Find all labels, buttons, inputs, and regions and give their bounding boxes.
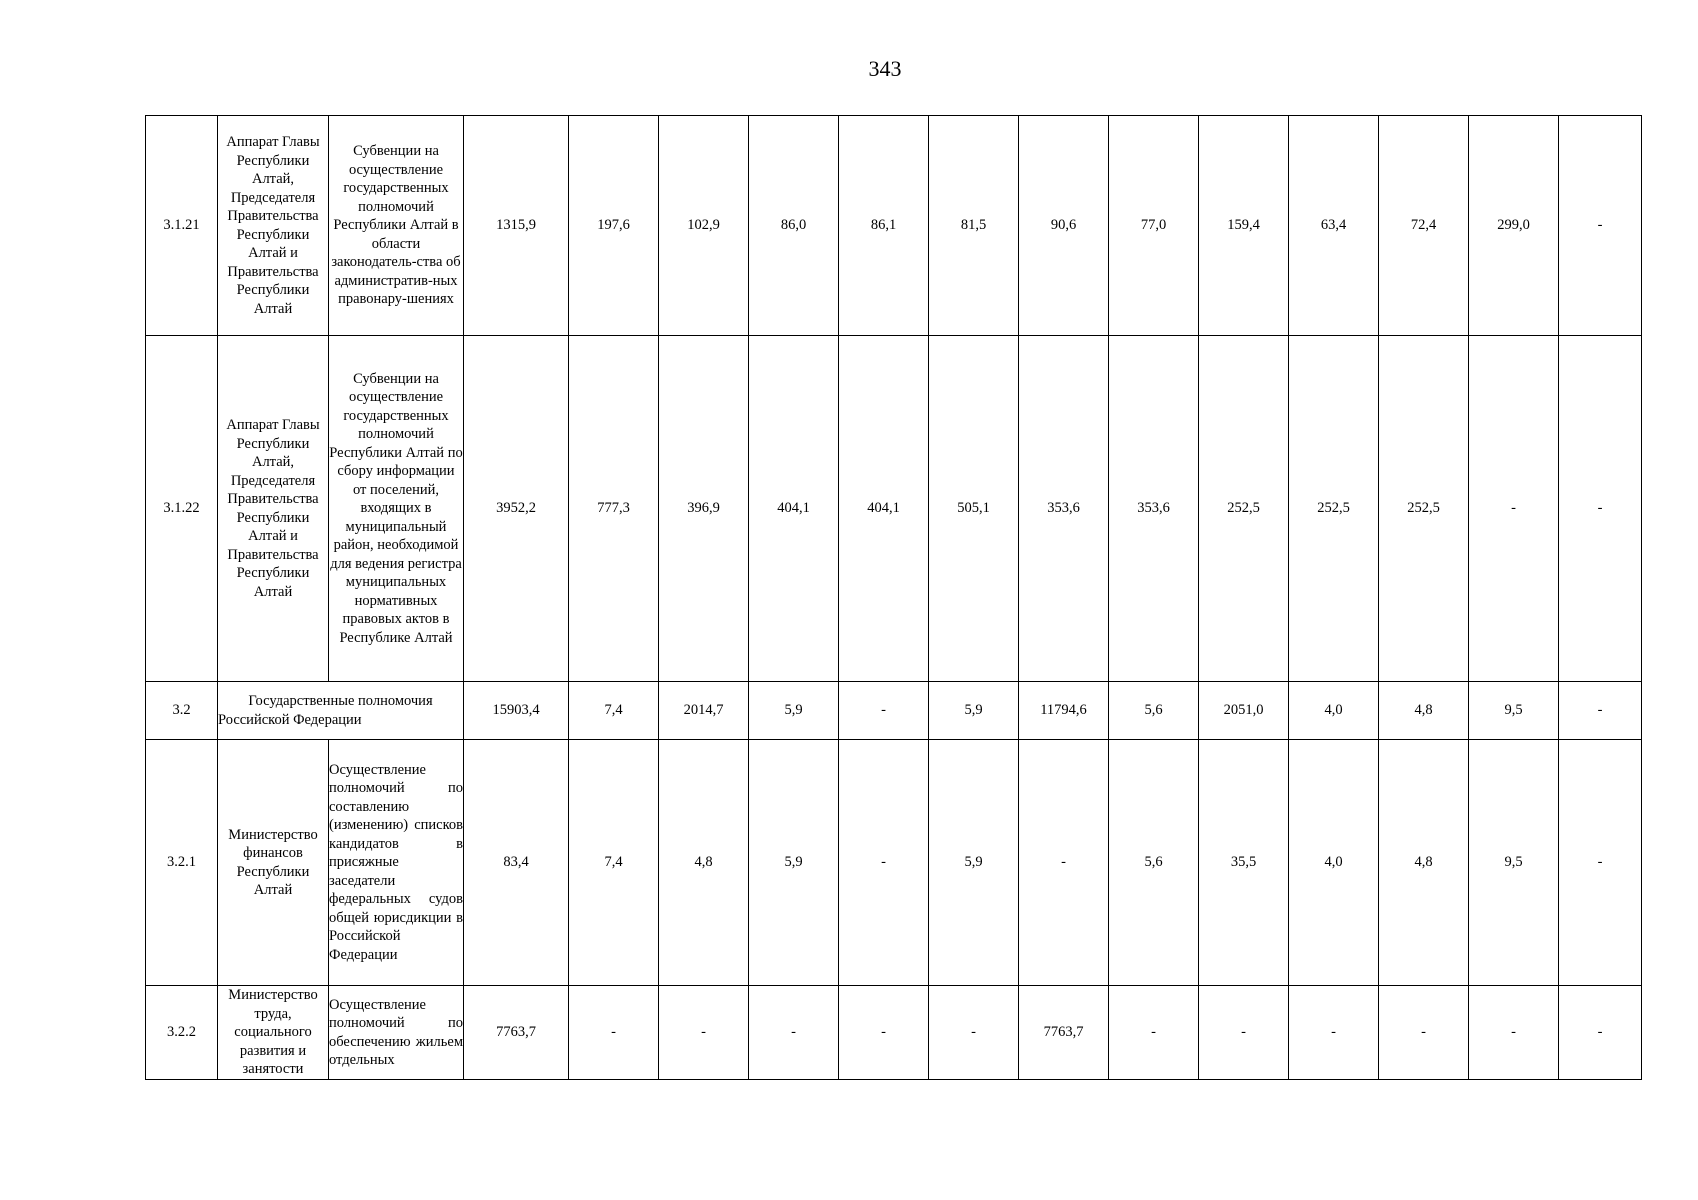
- value-cell: -: [1469, 336, 1559, 682]
- value-cell: 4,8: [659, 740, 749, 986]
- value-cell: 86,1: [839, 116, 929, 336]
- value-cell: 15903,4: [464, 682, 569, 740]
- value-cell: 4,8: [1379, 740, 1469, 986]
- value-cell: 7,4: [569, 682, 659, 740]
- value-cell: 396,9: [659, 336, 749, 682]
- row-description: Осуществление полномочий по обеспечению жильем отдельных: [329, 986, 464, 1080]
- value-cell: 9,5: [1469, 682, 1559, 740]
- value-cell: 1315,9: [464, 116, 569, 336]
- value-cell: 86,0: [749, 116, 839, 336]
- table-row: [146, 116, 1642, 336]
- value-cell: 4,0: [1289, 740, 1379, 986]
- value-cell: -: [1559, 336, 1642, 682]
- value-cell: 252,5: [1199, 336, 1289, 682]
- value-cell: 4,0: [1289, 682, 1379, 740]
- value-cell: 2014,7: [659, 682, 749, 740]
- row-code: 3.1.21: [146, 116, 218, 336]
- value-cell: -: [839, 740, 929, 986]
- value-cell: -: [1109, 986, 1199, 1080]
- value-cell: 5,6: [1109, 740, 1199, 986]
- value-cell: -: [1379, 986, 1469, 1080]
- value-cell: 197,6: [569, 116, 659, 336]
- value-cell: -: [1559, 682, 1642, 740]
- row-code: 3.2.2: [146, 986, 218, 1080]
- row-description: Осуществление полномочий по составлению (изменению) списков кандидатов в присяжные заседатели федеральных судов общей юрисдикции в Российской Федерации: [329, 740, 464, 986]
- value-cell: 353,6: [1109, 336, 1199, 682]
- value-cell: -: [839, 682, 929, 740]
- value-cell: 9,5: [1469, 740, 1559, 986]
- value-cell: 159,4: [1199, 116, 1289, 336]
- row-organization: Министерство труда, социального развития и занятости: [218, 986, 329, 1080]
- value-cell: -: [749, 986, 839, 1080]
- value-cell: 404,1: [839, 336, 929, 682]
- value-cell: 252,5: [1289, 336, 1379, 682]
- section-title: Государственные полномочия Российской Федерации: [218, 682, 464, 740]
- value-cell: -: [929, 986, 1019, 1080]
- value-cell: -: [659, 986, 749, 1080]
- value-cell: 77,0: [1109, 116, 1199, 336]
- table-row: [146, 682, 1642, 740]
- value-cell: 299,0: [1469, 116, 1559, 336]
- value-cell: 505,1: [929, 336, 1019, 682]
- budget-table: [145, 115, 1642, 1080]
- row-code: 3.2.1: [146, 740, 218, 986]
- value-cell: -: [1199, 986, 1289, 1080]
- value-cell: 35,5: [1199, 740, 1289, 986]
- value-cell: 90,6: [1019, 116, 1109, 336]
- value-cell: 63,4: [1289, 116, 1379, 336]
- value-cell: -: [839, 986, 929, 1080]
- table-row: [146, 986, 1642, 1080]
- value-cell: 252,5: [1379, 336, 1469, 682]
- value-cell: 7763,7: [464, 986, 569, 1080]
- value-cell: -: [1469, 986, 1559, 1080]
- row-organization: Аппарат Главы Республики Алтай, Председателя Правительства Республики Алтай и Правительства Республики Алтай: [218, 336, 329, 682]
- row-organization: Министерство финансов Республики Алтай: [218, 740, 329, 986]
- value-cell: 7,4: [569, 740, 659, 986]
- row-organization: Аппарат Главы Республики Алтай, Председателя Правительства Республики Алтай и Правительства Республики Алтай: [218, 116, 329, 336]
- value-cell: -: [1019, 740, 1109, 986]
- value-cell: -: [569, 986, 659, 1080]
- value-cell: 102,9: [659, 116, 749, 336]
- value-cell: -: [1559, 116, 1642, 336]
- value-cell: 81,5: [929, 116, 1019, 336]
- value-cell: -: [1289, 986, 1379, 1080]
- row-code: 3.1.22: [146, 336, 218, 682]
- value-cell: 5,9: [749, 740, 839, 986]
- table-row: [146, 336, 1642, 682]
- value-cell: 404,1: [749, 336, 839, 682]
- value-cell: 4,8: [1379, 682, 1469, 740]
- row-description: Субвенции на осуществление государственных полномочий Республики Алтай по сбору информации от поселений, входящих в муниципальный район, необходимой для ведения регистра муниципальных нормативных правовых актов в Республике Алтай: [329, 336, 464, 682]
- value-cell: 7763,7: [1019, 986, 1109, 1080]
- row-description: Субвенции на осуществление государственных полномочий Республики Алтай в области законодатель-ства об административ-ных правонару-шениях: [329, 116, 464, 336]
- table-row: [146, 740, 1642, 986]
- value-cell: -: [1559, 740, 1642, 986]
- value-cell: 72,4: [1379, 116, 1469, 336]
- value-cell: 2051,0: [1199, 682, 1289, 740]
- value-cell: 11794,6: [1019, 682, 1109, 740]
- value-cell: 5,9: [749, 682, 839, 740]
- value-cell: -: [1559, 986, 1642, 1080]
- value-cell: 83,4: [464, 740, 569, 986]
- value-cell: 353,6: [1019, 336, 1109, 682]
- value-cell: 5,6: [1109, 682, 1199, 740]
- page-number: 343: [868, 56, 902, 81]
- row-code: 3.2: [146, 682, 218, 740]
- value-cell: 5,9: [929, 740, 1019, 986]
- value-cell: 777,3: [569, 336, 659, 682]
- value-cell: 5,9: [929, 682, 1019, 740]
- value-cell: 3952,2: [464, 336, 569, 682]
